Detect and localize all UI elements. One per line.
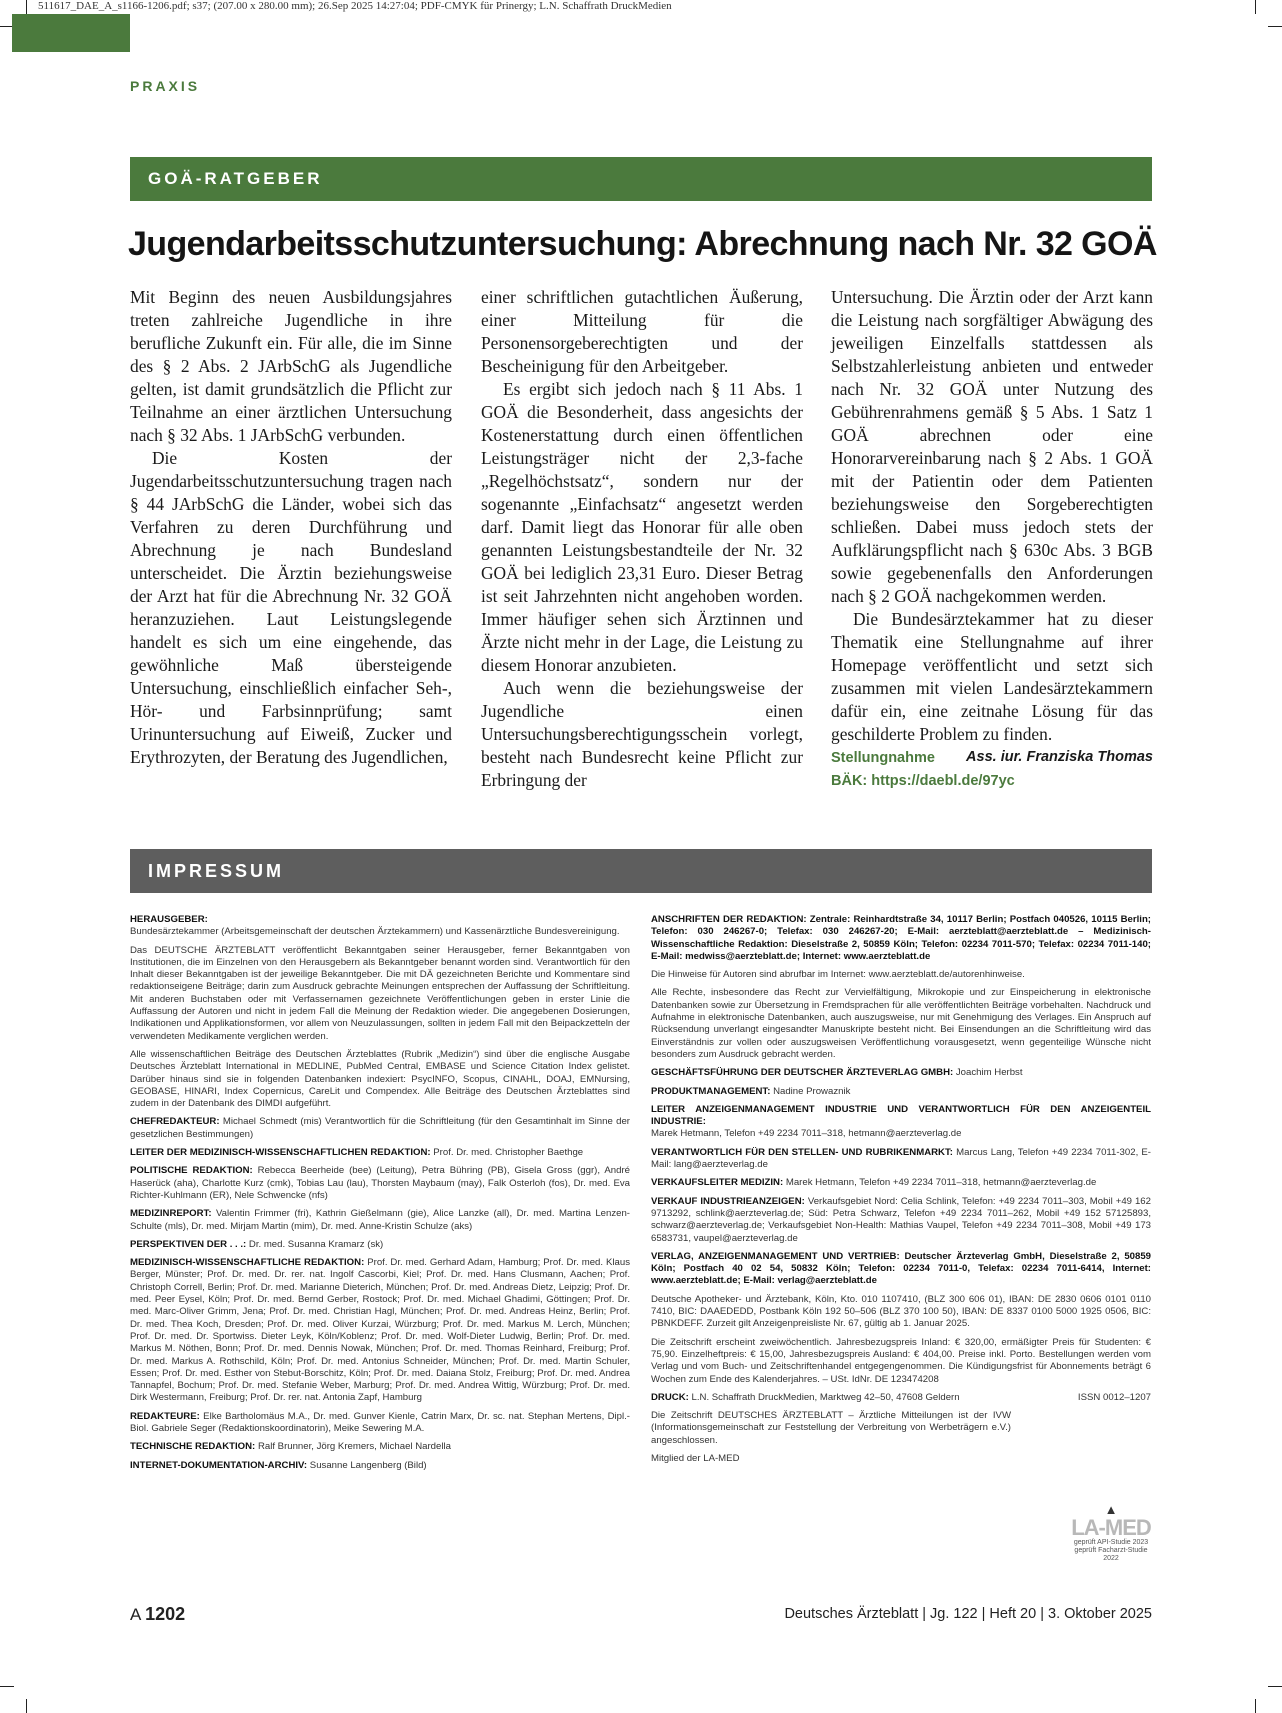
impressum-text: Dr. med. Susanna Kramarz (sk)	[248, 1238, 384, 1250]
article-paragraph: Mit Beginn des neuen Ausbildungsjahres treten zahlreiche Jugendliche in ihre berufliche Zukunft ein. Für alle, die im Sinne des § 2 Abs. 2 JArbSchG als Jugendliche gelten, ist damit grundsätzlich die Pflicht zur Teilnahme an einer ärztlichen Untersuchung nach § 32 Abs. 1 JArbSchG verbunden.	[130, 287, 452, 445]
impressum-entry: Deutsche Apotheker- und Ärztebank, Köln, Kto. 010 1107410, (BLZ 300 606 01), IBAN: DE 2830 0606 0101 0110 7410, BIC: DAAEDEDD, Postbank Köln 192 50–506 (BLZ 370 100 50), IBAN: DE 8337 0100 5000 1925 0506, BIC: PBNKDEFF. Zurzeit gilt Anzeigenpreisliste Nr. 67, gültig ab 1. Januar 2025.	[651, 1293, 1151, 1330]
article-column-2	[481, 286, 803, 792]
impressum-label: LEITER ANZEIGENMANAGEMENT INDUSTRIE UND VERANTWORTLICH FÜR DEN ANZEIGENTEIL INDUSTRIE:	[651, 1103, 1151, 1128]
impressum-entry	[651, 1104, 1151, 1141]
article-paragraph: Die Kosten der Jugendarbeitsschutzuntersuchung tragen nach § 44 JArbSchG die Länder, wobei sich das Verfahren zu deren Durchführung und Abrechnung je nach Bundesland unterscheidet. Die Ärztin beziehungsweise der Arzt hat für die Abrechnung Nr. 32 GOÄ heranzuziehen. Laut Leistungslegende handelt es sich um eine eingehende, das gewöhnliche Maß übersteigende Untersuchung, einschließlich einfacher Seh-, Hör- und Farbsinnprüfung; samt Urinuntersuchung auf Eiweiß, Zucker und Erythrozyten, der Beratung des Jugendlichen,	[130, 448, 452, 767]
impressum-label: PERSPEKTIVEN DER . . .:	[130, 1238, 247, 1250]
editorial-address: ANSCHRIFTEN DER REDAKTION: Zentrale: Reinhardtstraße 34, 10117 Berlin; Postfach 040526, 10115 Berlin; Telefon: 030 246267-0; Telefax: 030 246267-20; E-Mail: aerzteblatt@aerzteblatt.de – Medizinisch-Wissenschaftliche Redaktion: Dieselstraße 2, 50859 Köln; Telefon: 02234 7011-570; Telefax: 02234 7011-140; E-Mail: medwiss@aerzteblatt.de; Internet: www.aerzteblatt.de	[651, 914, 1151, 962]
impressum-label: LEITER DER MEDIZINISCH-WISSENSCHAFTLICHEN REDAKTION:	[130, 1147, 431, 1159]
impressum-text: Marek Hetmann, Telefon +49 2234 7011–318, hetmann@aerzteverlag.de	[651, 1128, 962, 1140]
impressum-entry	[130, 1116, 630, 1141]
lamed-membership: Mitglied der LA-MED	[651, 1452, 740, 1464]
impressum-text: Verkaufsgebiet Nord: Celia Schlink, Telefon: +49 2234 7011–303, Mobil +49 162 9713292, schlink@aerzteverlag.de; Süd: Petra Schwarz, Telefon +49 2234 7011–262, Mobil +49 152 57125893, schwarz@aerzteverlag.de; Verkaufsgebiet Non-Health: Mathias Vaupel, Telefon +49 2234 7011–308, Mobil +49 173 6583731, vaupel@aerzteverlag.de	[651, 1195, 1151, 1244]
crop-mark	[1268, 1686, 1282, 1687]
impressum-entry: Die Hinweise für Autoren sind abrufbar im Internet: www.aerzteblatt.de/autorenhinweise.	[651, 969, 1025, 981]
impressum-text: Susanne Langenberg (Bild)	[309, 1459, 427, 1471]
impressum-entry	[130, 1165, 630, 1202]
impressum-entry: Alle Rechte, insbesondere das Recht zur Vervielfältigung, Mikrokopie und zur Einspeicherung in elektronische Datenbanken sowie zur Übersetzung in Fremdsprachen für alle veröffentlichten Beiträge vorbehalten. Nachdruck und Aufnahme in elektronische Datenbanken, auch auszugsweise, nur mit Genehmigung des Verlages. Ein Anspruch auf Rücksendung unverlangt eingesandter Manuskripte besteht nicht. Bei Einsendungen an die Schriftleitung wird das Einverständnis zur vollen oder auszugsweisen Veröffentlichung vorausgesetzt, wenn gegenteilige Wünsche nicht besonders zum Ausdruck gebracht werden.	[651, 987, 1151, 1060]
impressum-text: Elke Bartholomäus M.A., Dr. med. Gunver Kienle, Catrin Marx, Dr. sc. nat. Stephan Mertens, Dipl.-Biol. Gabriele Seger (Redaktionskoordinatorin), Meike Sewering M.A.	[130, 1410, 630, 1434]
impressum-label: POLITISCHE REDAKTION:	[130, 1165, 253, 1177]
article-paragraph: Es ergibt sich jedoch nach § 11 Abs. 1 GOÄ die Besonderheit, dass angesichts der Kostenerstattung durch einen öffentlichen Leistungsträger nicht der 2,3-fache „Regelhöchstsatz“, sondern nur der sogenannte „Einfachsatz“ angesetzt werden darf. Damit liegt das Honorar für alle oben genannten Leistungsbestandteile der Nr. 32 GOÄ bei lediglich 23,31 Euro. Dieser Betrag ist seit Jahrzehnten nicht angehoben worden. Immer häufiger sehen sich Ärztinnen und Ärzte nicht mehr in der Lage, die Leistung zu diesem Honorar anzubieten.	[481, 379, 803, 675]
column-banner: GOÄ-RATGEBER	[130, 157, 1152, 201]
impressum-label: CHEFREDAKTEUR:	[130, 1116, 220, 1128]
impressum-text: Valentin Frimmer (fri), Kathrin Gießelmann (gie), Alice Lanzke (all), Dr. med. Martina Lenzen-Schulte (mls), Dr. med. Mirjam Martin (mim), Dr. med. Anne-Kristin Schulze (aks)	[130, 1208, 630, 1232]
section-color-tab	[12, 14, 130, 52]
journal-issue-info: Deutsches Ärzteblatt | Jg. 122 | Heft 20 | 3. Oktober 2025	[784, 1606, 1152, 1622]
crop-mark	[0, 1686, 14, 1687]
impressum-label: MEDIZINREPORT:	[130, 1208, 212, 1220]
impressum-label: GESCHÄFTSFÜHRUNG DER DEUTSCHER ÄRZTEVERLAG GMBH:	[651, 1067, 954, 1079]
impressum-entry	[130, 1441, 630, 1453]
crop-mark	[1255, 0, 1256, 14]
page-number	[130, 1604, 185, 1625]
impressum-label: VERKAUF INDUSTRIEANZEIGEN:	[651, 1195, 805, 1207]
article-closing-text: Die Bundesärztekammer hat zu dieser Thematik eine Stellungnahme auf ihrer Homepage veröffentlicht und setzt sich zusammen mit vielen Landesärztekammern dafür ein, eine zeitnahe Lösung für das geschilderte Problem zu finden.	[831, 609, 1153, 744]
impressum-right-column	[651, 914, 1151, 1471]
section-label: PRAXIS	[130, 78, 201, 94]
impressum-entry	[130, 1147, 630, 1159]
impressum-entry: Das DEUTSCHE ÄRZTEBLATT veröffentlicht Bekanntgaben seiner Herausgeber, ferner Bekanntgaben von Institutionen, die im Einzelnen von den Herausgebern als Bekanntgeber benannt worden sind. Verantwortlich für den Inhalt dieser Bekanntgaben ist der jeweilige Bekanntgeber. Die mit DÄ gezeichneten Berichte und Kommentare sind redaktionseigene Beiträge; darin zum Ausdruck gebrachte Meinungen entsprechen der Auffassung der Schriftleitung. Mit anderen Buchstaben oder mit Verfassernamen gezeichnete Veröffentlichungen geben in erster Linie die Auffassung der Autoren und nicht in jedem Fall die Meinung der Redaktion wieder. Die angegebenen Dosierungen, Indikationen und Applikationsformen, vor allem von Neuzulassungen, sollten in jedem Fall mit den Beipackzetteln der verwendeten Medikamente verglichen werden.	[130, 944, 630, 1042]
impressum-entry: Alle wissenschaftlichen Beiträge des Deutschen Ärzteblattes (Rubrik „Medizin“) sind über die englische Ausgabe Deutsches Ärzteblatt International in MEDLINE, PubMed Central, EMBASE und Science Citation Index gelistet. Darüber hinaus sind sie in folgenden Datenbanken indexiert: PsycINFO, Scopus, CINAHL, DOAJ, EMNursing, GEOBASE, HINARI, Index Copernicus, CareLit und Compendex. Alle Beiträge des Deutschen Ärzteblattes sind zudem in der Datenbank des DIMDI aufgeführt.	[130, 1048, 630, 1110]
impressum-label: MEDIZINISCH-WISSENSCHAFTLICHE REDAKTION:	[130, 1257, 365, 1269]
impressum-entry	[651, 1251, 1151, 1288]
article-headline: Jugendarbeitsschutzuntersuchung: Abrechnung nach Nr. 32 GOÄ	[128, 225, 1157, 263]
impressum-label: REDAKTEURE:	[130, 1410, 200, 1422]
impressum-text: Prof. Dr. med. Christopher Baethge	[433, 1147, 584, 1159]
impressum-entry	[651, 1086, 1151, 1098]
impressum-text: Nadine Prowaznik	[773, 1085, 851, 1097]
impressum-text: Marek Hetmann, Telefon +49 2234 7011–318, hetmann@aerzteverlag.de	[785, 1177, 1097, 1189]
source-reference-link[interactable]: Stellungnahme BÄK: https://daebl.de/97yc	[831, 750, 1015, 789]
article-paragraph: Auch wenn die beziehungsweise der Jugendliche einen Untersuchungsberechtigungsschein vorlegt, besteht nach Bundesrecht keine Pflicht zur Erbringung der	[481, 678, 803, 790]
impressum-entry	[651, 1067, 1151, 1079]
impressum-label: TECHNISCHE REDAKTION:	[130, 1441, 256, 1453]
impressum-text: Ralf Brunner, Jörg Kremers, Michael Nardella	[257, 1441, 451, 1453]
impressum-label: HERAUSGEBER:	[130, 914, 208, 925]
impressum-entry: Die Zeitschrift erscheint zweiwöchentlich. Jahresbezugspreis Inland: € 320,00, ermäßigter Preis für Studenten: € 75,90. Einzelheftpreis: € 15,00, Jahresbezugspreis Ausland: € 404,00. Preise inkl. Porto. Bestellungen werden vom Verlag und vom Buch- und Zeitschriftenhandel entgegengenommen. Die Kündigungsfrist für Abonnements beträgt 6 Wochen zum Ende des Kalenderjahres. – USt. IdNr. DE 123474208	[651, 1336, 1151, 1385]
impressum-text: Prof. Dr. med. Gerhard Adam, Hamburg; Prof. Dr. med. Klaus Berger, Münster; Prof. Dr. med. Dr. rer. nat. Ingolf Cascorbi, Kiel; Prof. Dr. med. Hans Clusmann, Aachen; Prof. Christoph Correll, Berlin; Prof. Dr. med. Marianne Dieterich, München; Prof. Dr. med. Andreas Dietz, Leipzig; Prof. Dr. med. Peer Eysel, Köln; Prof. Dr. med. Bernd Gerber, Rostock; Prof. Dr. med. Michael Ghadimi, Göttingen; Prof. Dr. med. Marc-Oliver Grimm, Jena; Prof. Dr. med. Christian Hagl, München; Prof. Dr. med. Andreas Heinz, Berlin; Prof. Dr. med. Thea Koch, Dresden; Prof. Dr. med. Oliver Kurzai, Würzburg; Prof. Dr. med. Markus M. Lerch, München; Prof. Dr. med. Dr. Sportwiss. Dieter Leyk, Köln/Koblenz; Prof. Dr. med. Wolf-Dieter Ludwig, Berlin; Prof. Dr. med. Markus M. Nöthen, Bonn; Prof. Dr. med. Dennis Nowak, München; Prof. Dr. med. Thomas Reinhard, Freiburg; Prof. Dr. med. Markus A. Rothschild, Köln; Prof. Dr. med. Antonius Schneider, München; Prof. Dr. med. Martin Schuler, Essen; Prof. Dr. med. Esther von Stebut-Borschitz, Köln; Prof. Dr. med. Daiana Stolz, Freiburg; Prof. Dr. med. Andrea Tannapfel, Bochum; Prof. Dr. med. Stefanie Weber, Marburg; Prof. Dr. med. Andrea Wittig, Würzburg; Prof. Dr. med. Dirk Westermann, Freiburg; Prof. Dr. rer. nat. Antonia Zapf, Hamburg	[130, 1257, 630, 1404]
ivw-note: Die Zeitschrift DEUTSCHES ÄRZTEBLATT – Ärztliche Mitteilungen ist der IVW (Informationsgemeinschaft zur Feststellung der Verbreitung von Werbeträgern e.V.) angeschlossen.	[651, 1410, 1011, 1446]
impressum-entry	[130, 1239, 630, 1251]
impressum-text: Joachim Herbst	[955, 1067, 1023, 1079]
impressum-text: L.N. Schaffrath DruckMedien, Marktweg 42–50, 47608 Geldern	[691, 1391, 960, 1403]
article-column-1	[130, 286, 452, 769]
impressum-entry	[651, 914, 1151, 963]
publisher-address: VERLAG, ANZEIGENMANAGEMENT UND VERTRIEB: Deutscher Ärzteverlag GmbH, Dieselstraße 2, 50859 Köln; Postfach 40 02 54, 50832 Köln; Telefon: 02234 7011-0, Telefax: 02234 7011-6414, Internet: www.aerzteblatt.de; E-Mail: verlag@aerzteblatt.de	[651, 1250, 1151, 1287]
impressum-text: Marcus Lang, Telefon +49 2234 7011-302, E-Mail: lang@aerzteverlag.de	[651, 1146, 1151, 1171]
logo-wordmark: LA-MED	[1071, 1515, 1151, 1540]
impressum-label: PRODUKTMANAGEMENT:	[651, 1085, 771, 1097]
impressum-left-column	[130, 914, 630, 1478]
impressum-text: Rebecca Beerheide (bee) (Leitung), Petra Bühring (PB), Gisela Gross (ggr), André Haserück (aha), Charlotte Kurz (cmk), Tobias Lau (lau), Thorsten Maybaum (may), Falk Osterloh (fos), Dr. med. Eva Richter-Kuhlmann (ER), Nele Schwencke (nfs)	[130, 1165, 630, 1201]
impressum-label: VERKAUFSLEITER MEDIZIN:	[651, 1177, 784, 1189]
crop-mark	[26, 1699, 27, 1713]
la-med-logo	[1066, 1503, 1156, 1569]
impressum-entry	[651, 1147, 1151, 1172]
crop-mark	[1255, 1699, 1256, 1713]
warning-triangle-icon: ▲	[1104, 1502, 1118, 1517]
article-column-3	[831, 286, 1153, 793]
impressum-banner: IMPRESSUM	[130, 849, 1152, 893]
impressum-entry	[130, 914, 630, 939]
issn-number: ISSN 0012–1207	[1077, 1391, 1151, 1403]
impressum-label: DRUCK:	[651, 1391, 689, 1403]
article-paragraph: Untersuchung. Die Ärztin oder der Arzt kann die Leistung nach sorgfältiger Abwägung des jeweiligen Einzelfalls stattdessen als Selbstzahlerleistung anbieten und entweder nach Nr. 32 GOÄ unter Nutzung des Gebührenrahmens gemäß § 5 Abs. 1 Satz 1 GOÄ abrechnen oder eine Honorarvereinbarung nach § 2 Abs. 1 GOÄ mit der Patientin oder dem Patienten beziehungsweise den Sorgeberechtigten schließen. Dabei muss jedoch stets der Aufklärungspflicht nach § 630c Abs. 3 BGB sowie gegebenenfalls den Anforderungen nach § 2 GOÄ nachgekommen werden.	[831, 287, 1153, 606]
impressum-entry	[651, 1196, 1151, 1245]
impressum-label: INTERNET-DOKUMENTATION-ARCHIV:	[130, 1459, 308, 1471]
crop-mark	[1268, 26, 1282, 27]
logo-caption: geprüft API-Studie 2023	[1073, 1539, 1149, 1546]
impressum-entry	[130, 1257, 630, 1405]
page-number-value: 1202	[145, 1604, 186, 1624]
logo-caption: geprüft Facharzt-Studie 2022	[1074, 1547, 1148, 1562]
impressum-entry	[130, 1411, 630, 1436]
print-slug: 511617_DAE_A_s1166-1206.pdf; s37; (207.00 x 280.00 mm); 26.Sep 2025 14:27:04; PDF-CMYK für Prinergy; L.N. Schaffrath DruckMedien	[38, 0, 672, 12]
article-author: Ass. iur. Franziska Thomas	[966, 749, 1153, 765]
article-paragraph: einer schriftlichen gutachtlichen Äußerung, einer Mitteilung für die Personensorgeberechtigten und der Bescheinigung für den Arbeitgeber.	[481, 287, 803, 376]
impressum-entry	[130, 1208, 630, 1233]
impressum-text: Bundesärztekammer (Arbeitsgemeinschaft der deutschen Ärztekammern) und Kassenärztliche Bundesvereinigung.	[130, 926, 620, 938]
impressum-entry	[651, 1392, 1151, 1404]
impressum-entry	[651, 1177, 1151, 1189]
page-prefix: A	[130, 1605, 141, 1624]
impressum-text: Michael Schmedt (mis) Verantwortlich für die Schriftleitung (für den Gesamtinhalt im Sinne der gesetzlichen Bestimmungen)	[130, 1116, 630, 1140]
article-paragraph	[831, 608, 1153, 765]
impressum-entry	[130, 1460, 630, 1472]
impressum-label: VERANTWORTLICH FÜR DEN STELLEN- UND RUBRIKENMARKT:	[651, 1146, 953, 1158]
crop-mark	[26, 0, 27, 14]
